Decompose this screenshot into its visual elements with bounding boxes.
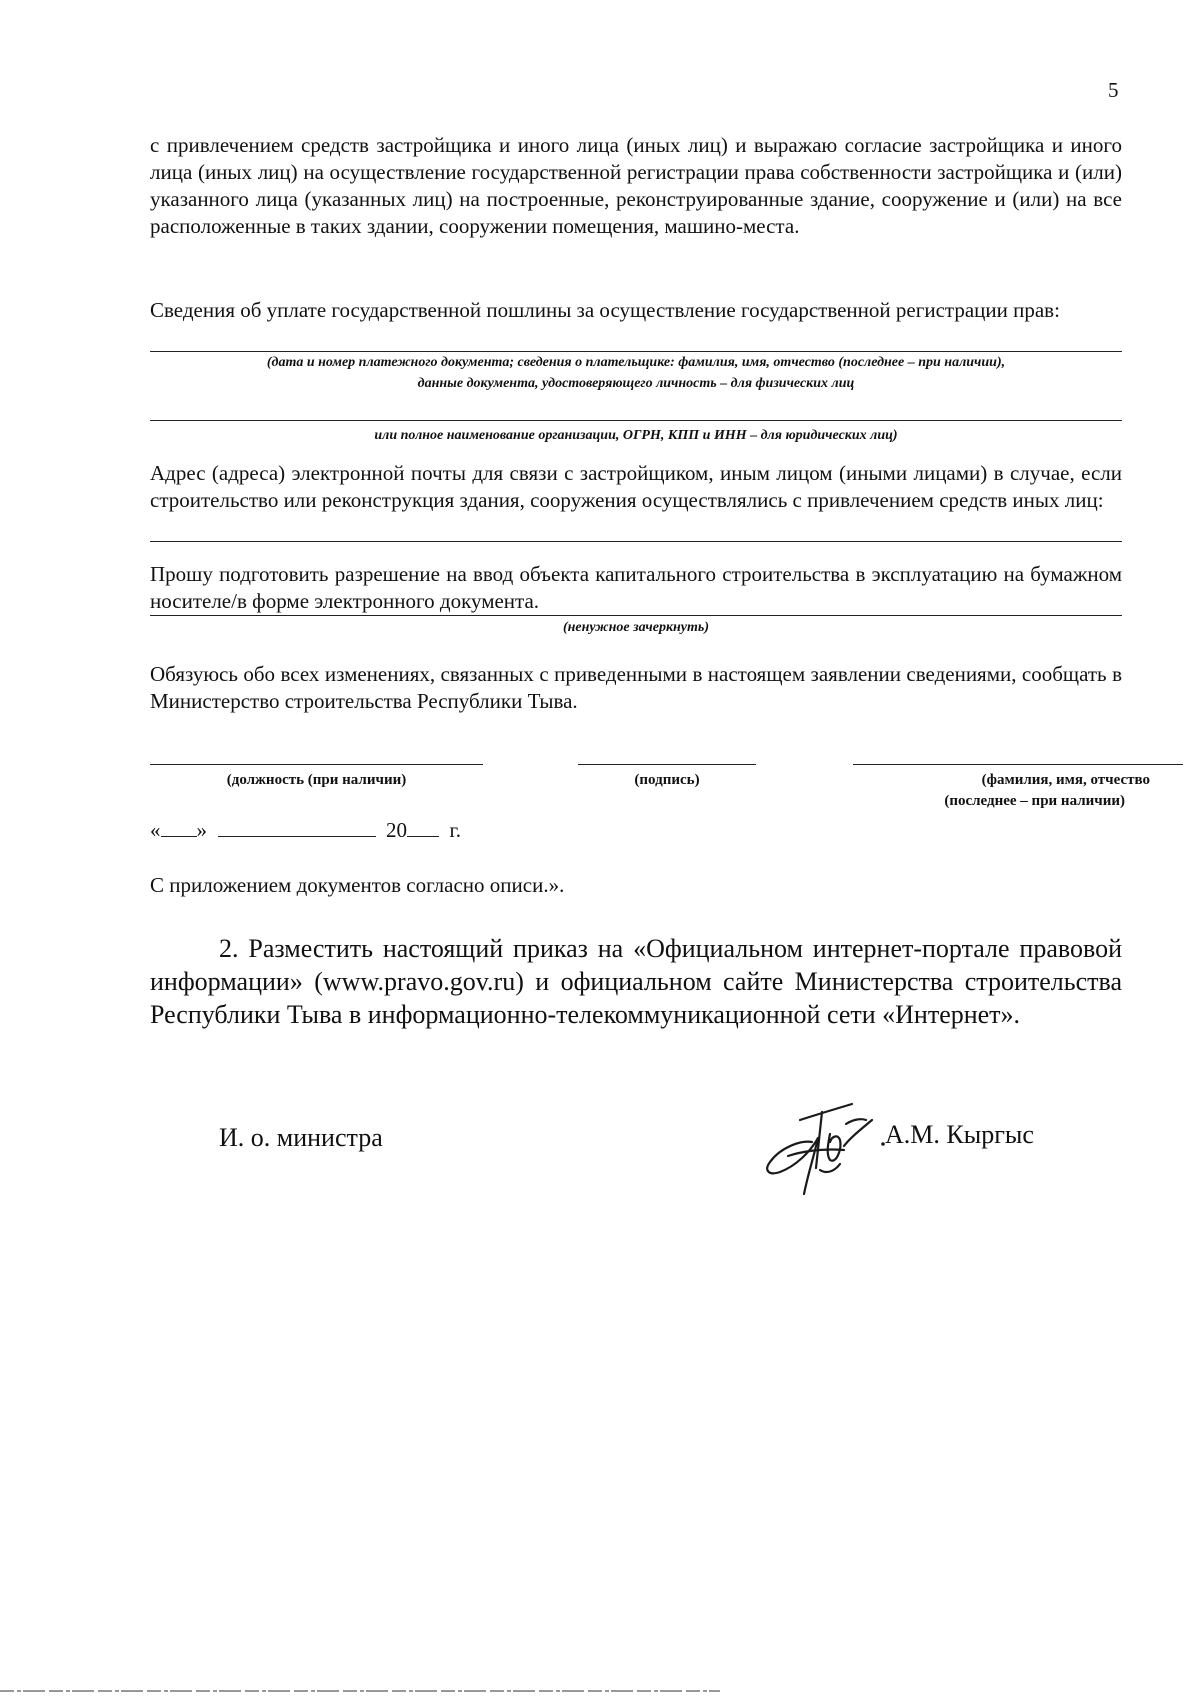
fee-info-fill-line: [150, 351, 1122, 352]
scan-artifact-line: [0, 1688, 1200, 1694]
caption-payment-line1: (дата и номер платежного документа; сведения о плательщике: фамилия, имя, отчество (последнее – при наличии),: [266, 355, 1006, 370]
caption-strike-note: (ненужное зачеркнуть): [563, 620, 709, 635]
date-close-quote: »: [196, 818, 207, 842]
request-format-underline: [150, 615, 1122, 616]
caption-signature: (подпись): [634, 772, 700, 788]
year-suffix: г.: [449, 818, 461, 842]
paragraph-consent: с привлечением средств застройщика и иного лица (иных лиц) и выражаю согласие застройщика и иного лица (иных лиц) на осуществление государственной регистрации права собственности застройщика и (или) указанного лица (указанных лиц) на построенные, реконструированные здание, сооружение и (или) на все расположенные в таких здании, сооружении помещения, машино-места.: [150, 133, 1122, 238]
handwritten-signature: [760, 1090, 890, 1200]
paragraph-publication-order: 2. Разместить настоящий приказ на «Официальном интернет-портале правовой информации» (www.pravo.gov.ru) и официальном сайте Министерства строительства Республики Тыва в информационно-телекоммуникационной сети «Интернет».: [150, 934, 1122, 1029]
signature-fill-line: [578, 764, 756, 765]
paragraph-fee-info: Сведения об уплате государственной пошлины за осуществление государственной регистрации прав:: [150, 298, 1060, 322]
caption-position: (должность (при наличии): [226, 772, 407, 788]
caption-name-line2: (последнее – при наличии): [944, 793, 1125, 809]
name-fill-line: [853, 764, 1183, 765]
paragraph-attachments: С приложением документов согласно описи.».: [150, 873, 565, 897]
fee-info-fill-line-2: [150, 420, 1122, 421]
date-open-quote: «: [150, 818, 161, 842]
email-fill-line: [150, 541, 1122, 542]
caption-payment-line2: данные документа, удостоверяющего личность – для физических лиц: [417, 376, 855, 391]
date-line: [150, 818, 461, 843]
signoff-name: А.М. Кыргыс: [885, 1120, 1034, 1149]
page-number: 5: [1108, 78, 1119, 102]
paragraph-request-format: Прошу подготовить разрешение на ввод объекта капитального строительства в эксплуатацию на бумажном носителе/в форме электронного документа.: [150, 562, 1122, 613]
paragraph-email: Адрес (адреса) электронной почты для связи с застройщиком, иным лицом (иными лицами) в случае, если строительство или реконструкция здания, сооружения осуществлялись с привлечением средств иных лиц:: [150, 461, 1122, 512]
day-blank: [161, 818, 197, 837]
caption-name-line1: (фамилия, имя, отчество: [981, 772, 1150, 788]
position-fill-line: [150, 764, 483, 765]
year-blank: [407, 818, 439, 837]
caption-payment-line3: или полное наименование организации, ОГРН, КПП и ИНН – для юридических лиц): [374, 428, 898, 443]
signoff-title: И. о. министра: [219, 1123, 383, 1152]
paragraph-obligation: Обязуюсь обо всех изменениях, связанных с приведенными в настоящем заявлении сведениями, сообщать в Министерство строительства Республики Тыва.: [150, 662, 1122, 713]
year-prefix: 20: [386, 818, 407, 842]
month-blank: [218, 818, 376, 837]
